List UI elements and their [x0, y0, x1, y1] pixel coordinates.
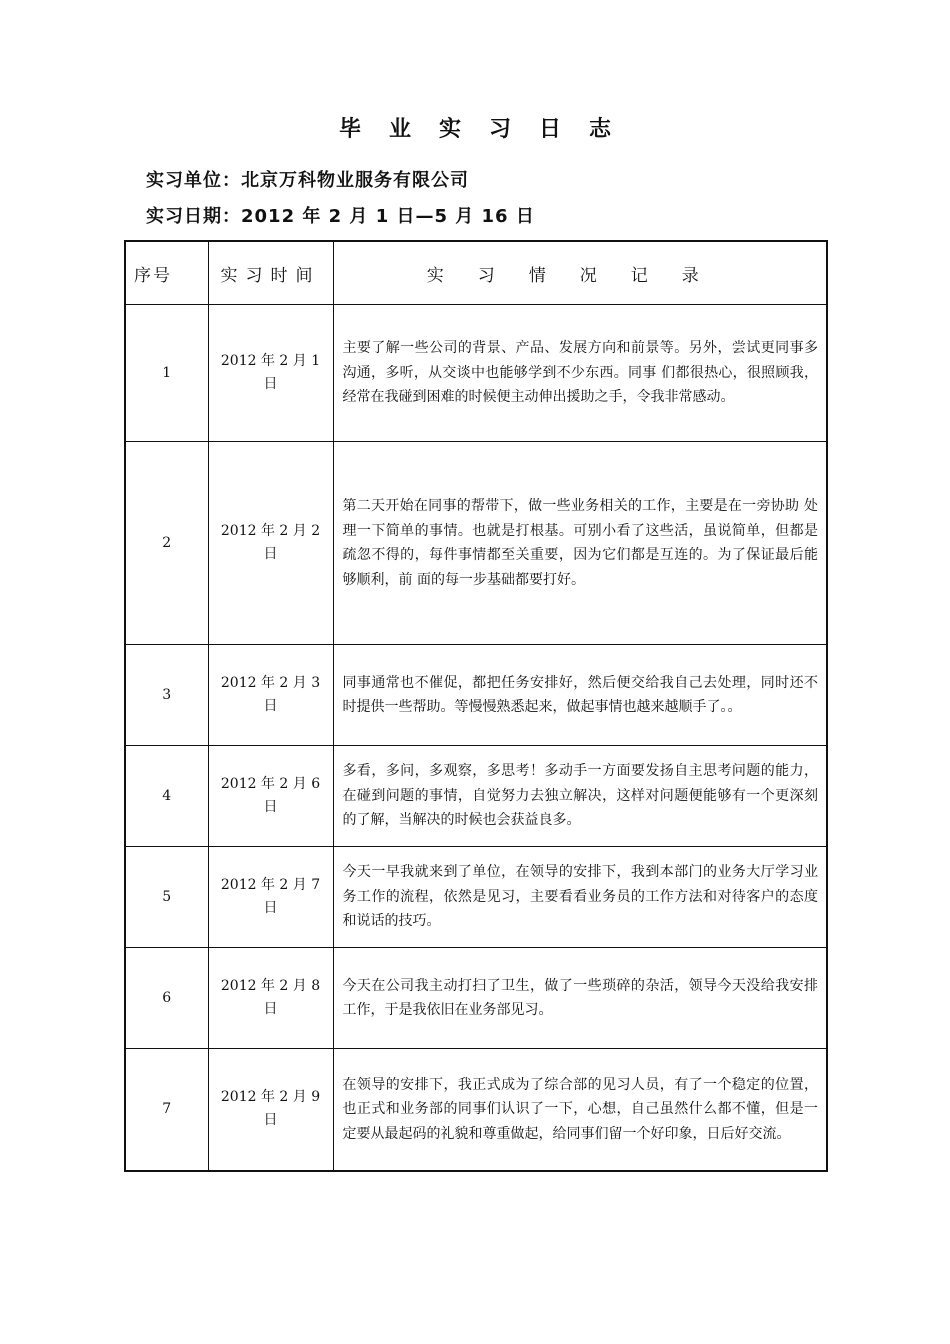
row-date: 2012 年 2 月 7 日: [208, 847, 333, 948]
row-date: 2012 年 2 月 8 日: [208, 948, 333, 1049]
row-num: 3: [125, 645, 208, 746]
row-num: 4: [125, 746, 208, 847]
table-row: [125, 442, 827, 645]
header-time: 实习时间: [208, 241, 333, 305]
row-record: 在领导的安排下，我正式成为了综合部的见习人员，有了一个稳定的位置，也正式和业务部的同事们认识了一下，心想，自己虽然什么都不懂，但是一定要从最起码的礼貌和尊重做起，给同事们留一个好印象，日后好交流。: [333, 1049, 827, 1171]
row-num: 6: [125, 948, 208, 1049]
header-seq: 序号: [125, 241, 208, 305]
table-header-row: [125, 241, 827, 305]
row-record: 主要了解一些公司的背景、产品、发展方向和前景等。另外，尝试更同事多沟通，多听，从交谈中也能够学到不少东西。同事 们都很热心，很照顾我，经常在我碰到困难的时候便主动伸出援助之手，令我非常感动。: [333, 305, 827, 442]
row-num: 1: [125, 305, 208, 442]
internship-dates: 实习日期：2012 年 2 月 1 日—5 月 16 日: [146, 206, 535, 227]
row-num: 7: [125, 1049, 208, 1171]
page-title: 毕业实习日志: [338, 117, 639, 142]
row-date: 2012 年 2 月 9 日: [208, 1049, 333, 1171]
row-date: 2012 年 2 月 2 日: [208, 442, 333, 645]
row-record: 今天一早我就来到了单位，在领导的安排下，我到本部门的业务大厅学习业务工作的流程，依然是见习，主要看看业务员的工作方法和对待客户的态度和说话的技巧。: [333, 847, 827, 948]
row-date: 2012 年 2 月 1 日: [208, 305, 333, 442]
table-row: [125, 746, 827, 847]
row-record: 多看，多问，多观察，多思考！多动手一方面要发扬自主思考问题的能力，在碰到问题的事情，自觉努力去独立解决，这样对问题便能够有一个更深刻的了解，当解决的时候也会获益良多。: [333, 746, 827, 847]
row-num: 5: [125, 847, 208, 948]
row-date: 2012 年 2 月 6 日: [208, 746, 333, 847]
row-num: 2: [125, 442, 208, 645]
row-record: 今天在公司我主动打扫了卫生，做了一些琐碎的杂活，领导今天没给我安排工作，于是我依旧在业务部见习。: [333, 948, 827, 1049]
table-row: [125, 948, 827, 1049]
row-date: 2012 年 2 月 3 日: [208, 645, 333, 746]
table-row: [125, 305, 827, 442]
row-record: 同事通常也不催促，都把任务安排好，然后便交给我自己去处理，同时还不时提供一些帮助。等慢慢熟悉起来，做起事情也越来越顺手了。。: [333, 645, 827, 746]
table-row: [125, 847, 827, 948]
header-record: 实习情况记录: [333, 241, 827, 305]
internship-unit: 实习单位：北京万科物业服务有限公司: [146, 170, 469, 191]
table-row: [125, 645, 827, 746]
table-row: [125, 1049, 827, 1171]
log-table: [124, 240, 828, 1172]
row-record: 第二天开始在同事的帮带下，做一些业务相关的工作，主要是在一旁协助 处理一下简单的事情。也就是打根基。可别小看了这些活，虽说简单，但都是疏忽不得的，每件事情都至关重要，因为它们都是互连的。为了保证最后能够顺利，前 面的每一步基础都要打好。: [333, 442, 827, 645]
